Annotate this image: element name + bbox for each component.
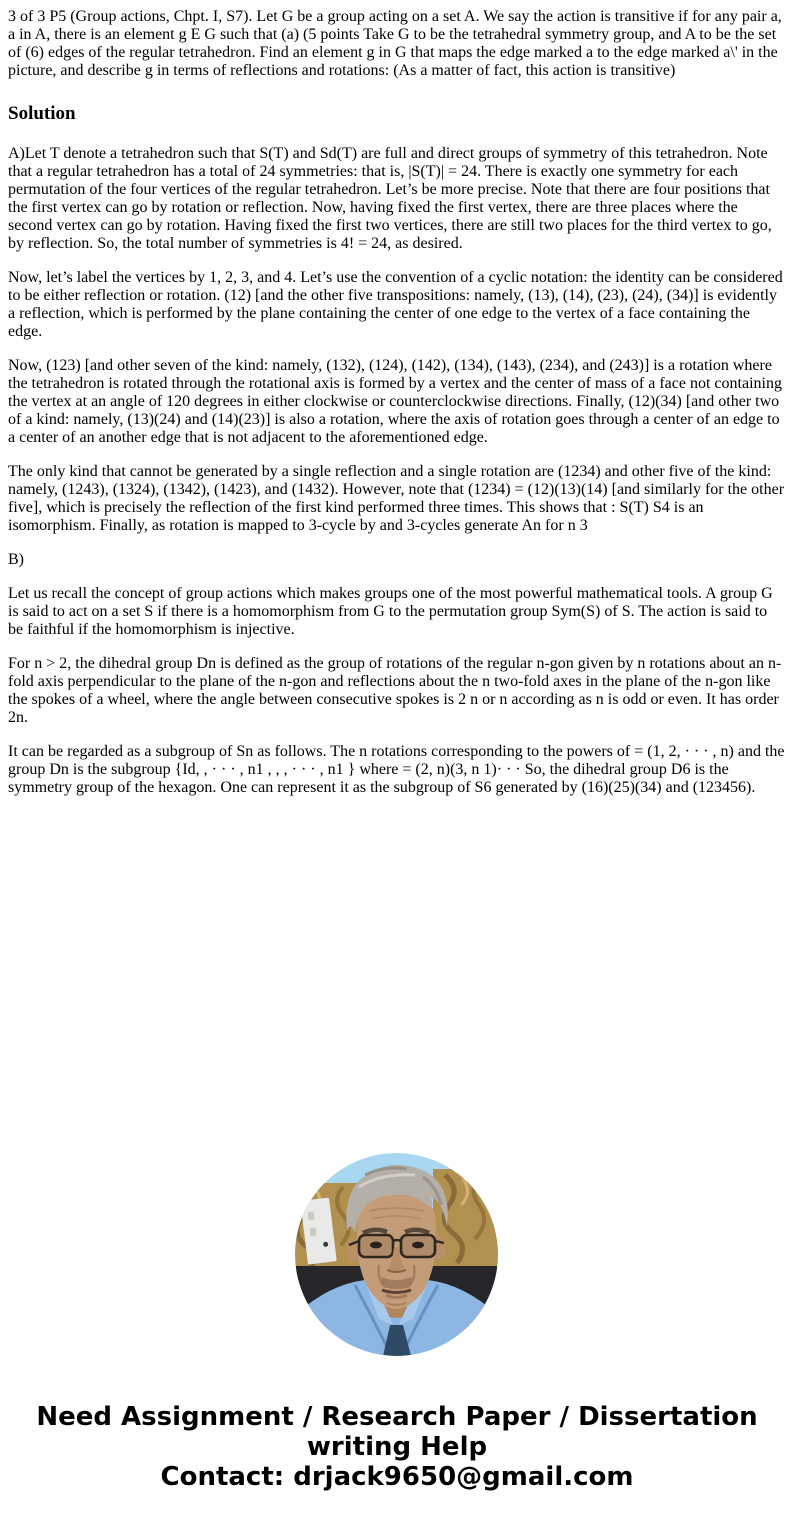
footer-contact-email: Contact: drjack9650@gmail.com [160, 1462, 634, 1492]
tutor-portrait-image [295, 1153, 498, 1356]
solution-paragraph-a2: Now, let’s label the vertices by 1, 2, 3, and 4. Let’s use the convention of a cyclic notation: the identity can be considered to be either reflection or rotation. (12) [and the other five transpositions: namely, (13), (14), (23), (24), (34)] is evidently a reflection, which is performed by the plane containing the center of one edge to the vertex of a face containing the edge. [8, 269, 783, 340]
solution-heading: Solution [8, 103, 76, 124]
solution-paragraph-a4: The only kind that cannot be generated by a single reflection and a single rotation are (1234) and other five of the kind: namely, (1243), (1324), (1342), (1423), and (1432). However, note that (1234) = (12)(13)(14) [and similarly for the other five], which is precisely the reflection of the first kind performed three times. This shows that : S(T) S4 is an isomorphism. Finally, as rotation is mapped to 3-cycle by and 3-cycles generate An for n 3 [8, 463, 785, 534]
problem-statement: 3 of 3 P5 (Group actions, Chpt. I, S7). Let G be a group acting on a set A. We say the action is transitive if for any pair a, a in A, there is an element g E G such that (a) (5 points Take G to be the tetrahedral symmetry group, and A to be the set of (6) edges of the regular tetrahedron. Find an element g in G that maps the edge marked a to the edge marked a\' in the picture, and describe g in terms of reflections and rotations: (As a matter of fact, this action is transitive) [8, 8, 782, 79]
part-b-label: B) [8, 551, 24, 568]
solution-paragraph-b2: For n > 2, the dihedral group Dn is defined as the group of rotations of the regular n-gon given by n rotations about an n-fold axis perpendicular to the plane of the n-gon and reflections about the n two-fold axes in the plane of the n-gon like the spokes of a wheel, where the angle between consecutive spokes is 2 n or n according as n is odd or even. It has order 2n. [8, 655, 782, 726]
tutor-portrait [295, 1153, 498, 1356]
solution-paragraph-a3: Now, (123) [and other seven of the kind: namely, (132), (124), (142), (134), (143), (234), and (243)] is a rotation where the tetrahedron is rotated through the rotational axis is formed by a vertex and the center of mass of a face not containing the vertex at an angle of 120 degrees in either clockwise or counterclockwise directions. Finally, (12)(34) [and other two of a kind: namely, (13)(24) and (14)(23)] is also a rotation, where the axis of rotation goes through a center of an edge to a center of an another edge that is not adjacent to the aforementioned edge. [8, 357, 782, 446]
portrait-graphic [295, 1153, 498, 1356]
solution-paragraph-b3: It can be regarded as a subgroup of Sn as follows. The n rotations corresponding to the powers of = (1, 2, · · · , n) and the group Dn is the subgroup {Id, , · · · , n1 , , , · · · , n1 } where = (2, n)(3, n 1)· · · So, the dihedral group D6 is the symmetry group of the hexagon. One can represent it as the subgroup of S6 generated by (16)(25)(34) and (123456). [8, 743, 785, 796]
footer-banner [0, 1402, 794, 1492]
footer-heading: Need Assignment / Research Paper / Dissertation writing Help [36, 1402, 758, 1462]
solution-paragraph-a1: A)Let T denote a tetrahedron such that S(T) and Sd(T) are full and direct groups of symmetry of this tetrahedron. Note that a regular tetrahedron has a total of 24 symmetries: that is, |S(T)| = 24. There is exactly one symmetry for each permutation of the four vertices of the regular tetrahedron. Let’s be more precise. Note that there are four positions that the first vertex can go by rotation or reflection. Now, having fixed the first vertex, there are three places where the second vertex can go by rotation. Having fixed the first two vertices, there are still two places for the third vertex to go, by reflection. So, the total number of symmetries is 4! = 24, as desired. [8, 145, 772, 252]
solution-paragraph-b1: Let us recall the concept of group actions which makes groups one of the most powerful mathematical tools. A group G is said to act on a set S if there is a homomorphism from G to the permutation group Sym(S) of S. The action is said to be faithful if the homomorphism is injective. [8, 585, 773, 638]
